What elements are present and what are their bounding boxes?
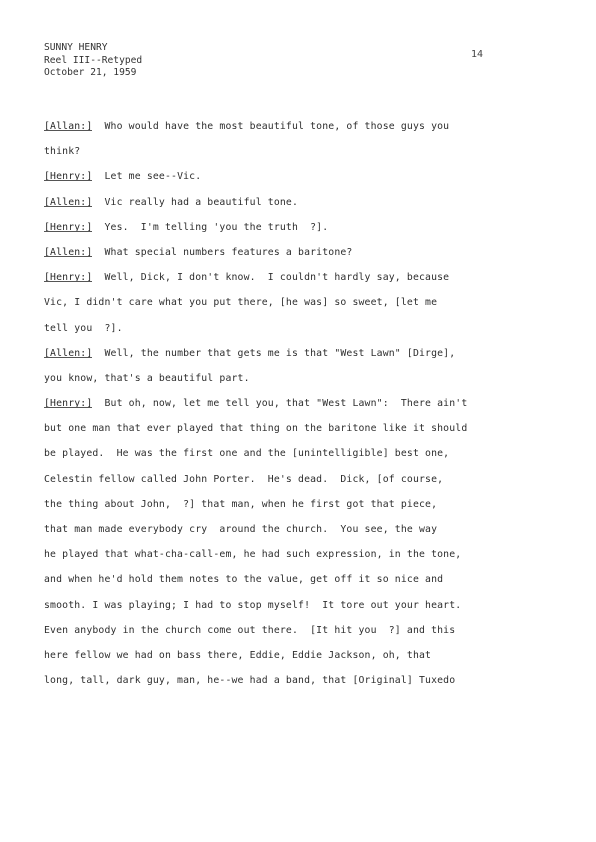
line-text: and when he'd hold them notes to the value, get off it so nice and xyxy=(44,574,444,586)
speaker-label: [Henry:] xyxy=(44,272,93,284)
speaker-label: [Allen:] xyxy=(44,347,93,359)
line-text: But oh, now, let me tell you, that "West Lawn": There ain't xyxy=(92,398,468,410)
transcript-line xyxy=(44,545,524,570)
transcript-line xyxy=(44,570,524,595)
interviewee-name: SUNNY HENRY xyxy=(44,42,108,53)
transcript-body xyxy=(44,117,524,696)
line-text: here fellow we had on bass there, Eddie, Eddie Jackson, oh, that xyxy=(44,649,432,661)
line-text: long, tall, dark guy, man, he--we had a band, that [Original] Tuxedo xyxy=(44,675,456,687)
transcript-line xyxy=(44,520,524,545)
reel-info: Reel III--Retyped xyxy=(44,54,143,66)
transcript-line xyxy=(44,671,524,696)
transcript-line xyxy=(44,621,524,646)
transcript-line xyxy=(44,193,524,218)
document-header xyxy=(44,42,142,80)
line-text: Well, the number that gets me is that "West Lawn" [Dirge], xyxy=(92,347,456,359)
speaker-label: [Allen:] xyxy=(44,196,93,208)
transcript-line xyxy=(44,394,524,419)
line-text: Yes. I'm telling 'you the truth ?]. xyxy=(92,221,329,233)
line-text: Who would have the most beautiful tone, of those guys you xyxy=(92,121,450,132)
transcript-line xyxy=(44,218,524,243)
transcript-line xyxy=(44,167,524,192)
transcript-line xyxy=(44,344,524,369)
transcript-line xyxy=(44,495,524,520)
transcript-line xyxy=(44,117,524,142)
line-text: Well, Dick, I don't know. I couldn't hardly say, because xyxy=(92,272,450,284)
transcript-line xyxy=(44,142,524,167)
line-text: smooth. I was playing; I had to stop myself! It tore out your heart. xyxy=(44,599,462,611)
line-text: be played. He was the first one and the [unintelligible] best one, xyxy=(44,448,450,460)
line-text: the thing about John, ?] that man, when he first got that piece, xyxy=(44,498,438,510)
speaker-label: [Henry:] xyxy=(44,398,93,410)
transcript-line xyxy=(44,319,524,344)
speaker-label: [Allan:] xyxy=(44,121,93,132)
line-text: think? xyxy=(44,146,81,158)
transcript-line xyxy=(44,470,524,495)
transcript-line xyxy=(44,243,524,268)
line-text: Celestin fellow called John Porter. He's dead. Dick, [of course, xyxy=(44,473,444,485)
line-text: Let me see--Vic. xyxy=(92,171,202,183)
transcript-line xyxy=(44,646,524,671)
line-text: Vic, I didn't care what you put there, [he was] so sweet, [let me xyxy=(44,297,438,309)
transcript-line xyxy=(44,293,524,318)
speaker-label: [Henry:] xyxy=(44,171,93,183)
line-text: that man made everybody cry around the church. You see, the way xyxy=(44,524,438,535)
page-number: 14 xyxy=(471,49,484,60)
transcript-line xyxy=(44,596,524,621)
line-text: he played that what-cha-call-em, he had such expression, in the tone, xyxy=(44,549,462,561)
transcript-line xyxy=(44,369,524,394)
line-text: Vic really had a beautiful tone. xyxy=(92,196,299,208)
line-text: What special numbers features a baritone? xyxy=(92,246,353,258)
transcript-line xyxy=(44,444,524,469)
transcript-line xyxy=(44,268,524,293)
interview-date: October 21, 1959 xyxy=(44,67,137,78)
line-text: tell you ?]. xyxy=(44,322,123,334)
speaker-label: [Allen:] xyxy=(44,246,93,258)
line-text: you know, that's a beautiful part. xyxy=(44,372,250,384)
transcript-line xyxy=(44,419,524,444)
speaker-label: [Henry:] xyxy=(44,221,93,233)
line-text: Even anybody in the church come out there. [It hit you ?] and this xyxy=(44,624,456,636)
line-text: but one man that ever played that thing on the baritone like it should xyxy=(44,423,468,435)
